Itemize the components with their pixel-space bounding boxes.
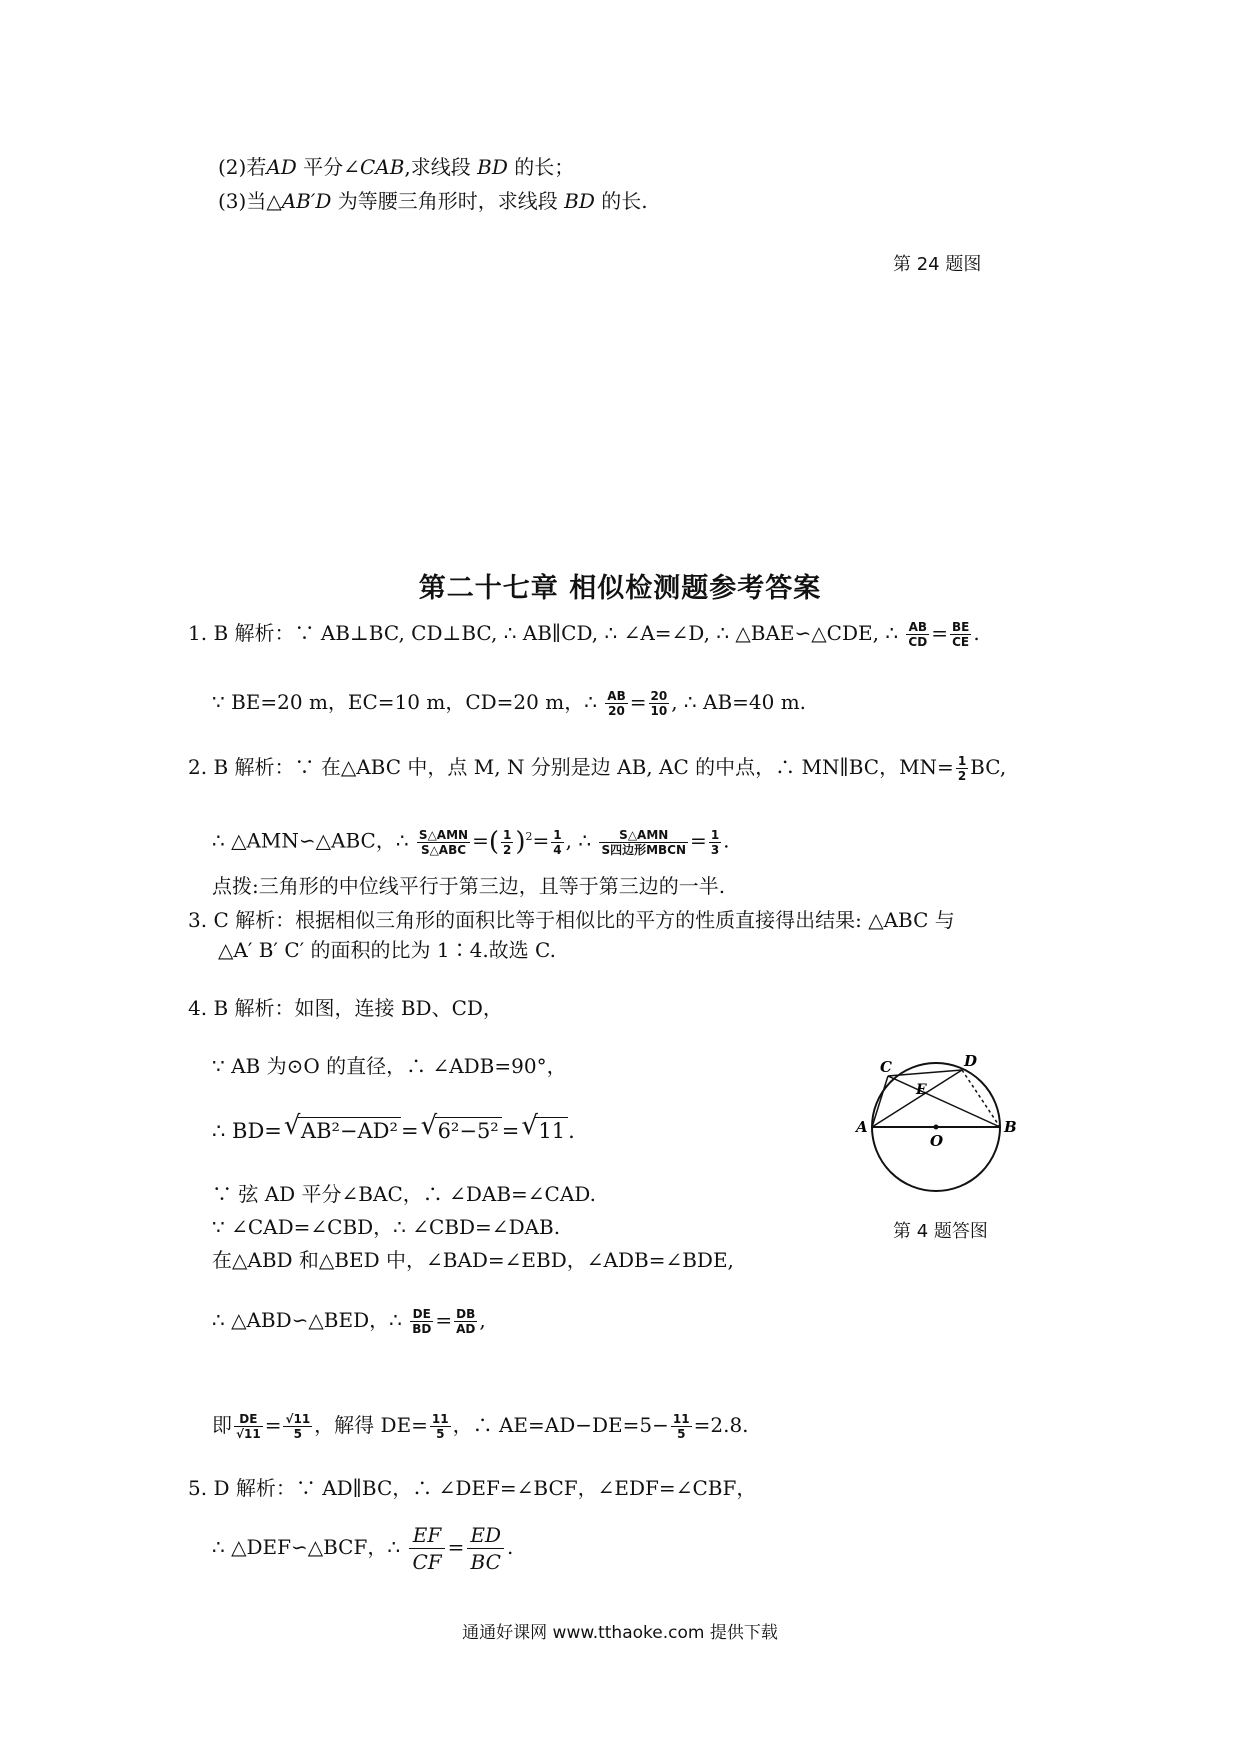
q3-prefix: (3)当△ — [218, 189, 282, 213]
a1-f2-den: CE — [952, 635, 970, 649]
answer-4-line-2: ∵ AB 为⊙O 的直径，∴ ∠ADB=90°， — [212, 1054, 567, 1078]
a2-text: 2. B 解析：∵ 在△ABC 中，点 M, N 分别是边 AB, AC 的中点，∴ MN∥BC，MN= — [188, 755, 954, 779]
q3-abd: AB′D — [281, 189, 332, 213]
a4-line8d: =2.8. — [693, 1413, 749, 1437]
a1-f1-den: CD — [908, 635, 928, 649]
q2-cab: CAB — [359, 155, 405, 179]
a1-text: 1. B 解析：∵ AB⊥BC, CD⊥BC, ∴ AB∥CD, ∴ ∠A=∠D, ∴ △BAE∽△CDE, ∴ — [188, 621, 899, 645]
a2-f2-den: 2 — [503, 842, 512, 857]
a2-f1-den: S△ABC — [420, 842, 467, 857]
a4-bd-eq: ∴ BD= — [212, 1119, 282, 1143]
a4-line8b: ，解得 DE= — [314, 1413, 428, 1437]
a4-f4-den: 5 — [293, 1427, 302, 1441]
answer-4-line-6: 在△ABD 和△BED 中，∠BAD=∠EBD，∠ADB=∠BDE, — [212, 1248, 734, 1272]
a1-line2a: ∵ BE=20 m，EC=10 m，CD=20 m，∴ — [212, 690, 597, 714]
a1-frac-2 — [950, 620, 971, 649]
a4-f4-num: √11 — [285, 1412, 311, 1426]
a4-f6-num: 11 — [672, 1412, 690, 1426]
answer-4-line-7: ∴ △ABD∽△BED，∴ $\frac{DE}{BD}$ = $\frac{DB}{AD}$ , — [212, 1307, 486, 1336]
a2-f3-den: 4 — [553, 842, 562, 857]
answer-2-line-2: ∴ △AMN∽△ABC，∴ $\frac{\text{S△AMN}}{\text{S△ABC}}$ =( $\frac{1}{2}$ )$^2$= $\frac{1}{4}$ , ∴ $\frac{\text{S△AMN}}{\text{S四边形MBCN}}$ = $\frac{1}{3}$ . — [212, 827, 730, 858]
q3-mid: 为等腰三角形时，求线段 — [331, 189, 565, 213]
q2-ad: AD — [266, 155, 297, 179]
a2-half-num: 1 — [957, 754, 967, 768]
a1-line2b: , ∴ AB=40 m. — [671, 690, 807, 714]
a4-f6-den: 5 — [677, 1427, 686, 1441]
a1-f2-num: BE — [951, 620, 970, 634]
answer-4-line-1: 4. B 解析：如图，连接 BD、CD， — [188, 996, 503, 1020]
a2-frac-1 — [417, 828, 470, 857]
answer-5-line-2: ∴ △DEF∽△BCF，∴ $\frac{EF}{CF}$ = $\frac{ED}{BC}$ . — [212, 1523, 514, 1574]
a5-f-num: EF — [409, 1522, 444, 1549]
a4-sqrt1-content: AB²−AD² — [298, 1117, 401, 1144]
page-title: 第二十七章 相似检测题参考答案 — [418, 573, 822, 604]
a1-f3-num: AB — [607, 689, 626, 703]
a4-f3-num: DE — [234, 1412, 263, 1427]
a4-f1-den: BD — [412, 1322, 432, 1336]
a5-f-den: CF — [412, 1550, 442, 1574]
a1-f4-den: 10 — [650, 704, 668, 718]
q2-mid: 平分∠ — [296, 155, 360, 179]
q2-end: 的长； — [507, 155, 575, 179]
segment-ac — [872, 1076, 888, 1127]
label-e: E — [916, 1082, 927, 1098]
a2-f4-num: S△AMN — [599, 828, 688, 843]
a4-line8a: 即 — [212, 1413, 232, 1437]
footer-watermark: 通通好课网 www.tthaoke.com 提供下载 — [462, 1623, 778, 1643]
a2-line2a: ∴ △AMN∽△ABC，∴ — [212, 828, 409, 853]
answer-2-tip: 点拨:三角形的中位线平行于第三边，且等于第三边的一半. — [212, 874, 726, 898]
label-a: A — [856, 1118, 868, 1136]
a2-frac-2 — [501, 828, 513, 857]
a5-f2-num: ED — [467, 1522, 504, 1549]
a4-frac-5 — [430, 1412, 451, 1441]
a2-f3-num: 1 — [553, 827, 562, 842]
segment-cd — [888, 1070, 962, 1076]
a4-sqrt3-content: 11 — [535, 1117, 568, 1144]
a1-f3-den: 20 — [608, 704, 625, 718]
a4-f3-den: √11 — [236, 1427, 261, 1441]
answer-4-line-4: ∵ 弦 AD 平分∠BAC，∴ ∠DAB=∠CAD. — [212, 1182, 596, 1206]
q2-mid2: ,求线段 — [404, 155, 478, 179]
fig4-caption: 第 4 题答图 — [893, 1221, 988, 1242]
answer-1-line-1: 1. B 解析：∵ AB⊥BC, CD⊥BC, ∴ AB∥CD, ∴ ∠A=∠D, ∴ △BAE∽△CDE, ∴ $\frac{AB}{CD}$ = $\frac{BE}{CE}$ . — [188, 620, 980, 649]
a4-f5-den: 5 — [436, 1427, 445, 1441]
a2-line2b: , ∴ — [565, 828, 592, 853]
a4-sqrt-1 — [284, 1117, 401, 1144]
answer-2-line-1 — [188, 754, 1006, 783]
a4-frac-4 — [283, 1412, 312, 1441]
answer-4-line-8: 即 $\frac{DE}{√11}$ = $\frac{√11}{5}$ ，解得 DE= $\frac{11}{5}$ ，∴ AE=AD−DE=5− $\frac{11}{5}$ =2.8. — [212, 1412, 749, 1441]
question-2 — [218, 154, 574, 180]
a2-line1-end: BC, — [970, 755, 1007, 779]
a2-f1-num: S△AMN — [418, 827, 469, 842]
a4-line7a: ∴ △ABD∽△BED，∴ — [212, 1308, 402, 1332]
a2-f2-num: 1 — [503, 827, 512, 842]
a4-f5-num: 11 — [431, 1412, 449, 1426]
a2-half-den: 2 — [957, 769, 967, 783]
a2-f4-den: S四边形MBCN — [601, 842, 687, 857]
a2-square: 2 — [525, 830, 533, 843]
label-b: B — [1004, 1118, 1017, 1136]
segment-ad — [872, 1070, 962, 1127]
q2-bd: BD — [477, 155, 508, 179]
label-c: C — [880, 1058, 892, 1076]
circle-figure — [850, 1050, 1030, 1200]
q3-bd: BD — [564, 189, 595, 213]
q2-prefix: (2)若 — [218, 155, 267, 179]
answer-3-line-2: △A′ B′ C′ 的面积的比为 1∶4.故选 C. — [218, 938, 556, 962]
a2-frac-5 — [709, 828, 721, 857]
a4-f1-num: DE — [410, 1307, 433, 1322]
label-d: D — [964, 1052, 978, 1070]
label-o: O — [930, 1132, 944, 1150]
a2-f5-den: 3 — [710, 842, 720, 857]
center-point — [934, 1125, 939, 1130]
a4-line8c: ，∴ AE=AD−DE=5− — [452, 1413, 669, 1437]
answer-5-line-1: 5. D 解析：∵ AD∥BC，∴ ∠DEF=∠BCF，∠EDF=∠CBF， — [188, 1476, 757, 1500]
answer-3-line-1: 3. C 解析：根据相似三角形的面积比等于相似比的平方的性质直接得出结果: △ABC 与 — [188, 908, 955, 932]
a2-half — [956, 754, 968, 783]
a4-frac-6 — [671, 1412, 692, 1441]
a1-frac-3 — [605, 689, 627, 718]
a2-f5-num: 1 — [710, 827, 720, 842]
a1-frac-4 — [649, 689, 670, 718]
answer-4-line-5: ∵ ∠CAD=∠CBD，∴ ∠CBD=∠DAB. — [212, 1215, 561, 1239]
a4-sqrt-2 — [421, 1117, 502, 1144]
a4-sqrt2-content: 6²−5² — [435, 1117, 502, 1144]
q3-end: 的长. — [594, 189, 648, 213]
a5-line2a: ∴ △DEF∽△BCF，∴ — [212, 1535, 401, 1559]
a1-f1-num: AB — [906, 620, 929, 635]
a1-frac-1 — [906, 620, 929, 649]
fig24-caption: 第 24 题图 — [893, 254, 982, 275]
a5-frac-2 — [467, 1522, 504, 1575]
a4-f2-den: AD — [456, 1322, 476, 1336]
a5-f2-den: BC — [470, 1550, 501, 1574]
answer-4-line-3: ∴ BD=√ AB²−AD² =√ 6²−5² =√ 11 . — [212, 1117, 575, 1144]
a4-sqrt-3 — [521, 1117, 568, 1144]
a4-frac-2 — [454, 1307, 477, 1336]
answer-1-line-2: ∵ BE=20 m，EC=10 m，CD=20 m，∴ $\frac{AB}{20}$ = $\frac{20}{10}$ , ∴ AB=40 m. — [212, 689, 807, 718]
a4-frac-3 — [234, 1412, 263, 1441]
a4-frac-1 — [410, 1307, 433, 1336]
a2-frac-3 — [551, 828, 563, 857]
a4-f2-num: DB — [454, 1307, 477, 1322]
a2-frac-4 — [599, 828, 688, 857]
question-3 — [218, 188, 648, 214]
a5-frac-1 — [409, 1522, 444, 1575]
a1-f4-num: 20 — [650, 689, 668, 703]
